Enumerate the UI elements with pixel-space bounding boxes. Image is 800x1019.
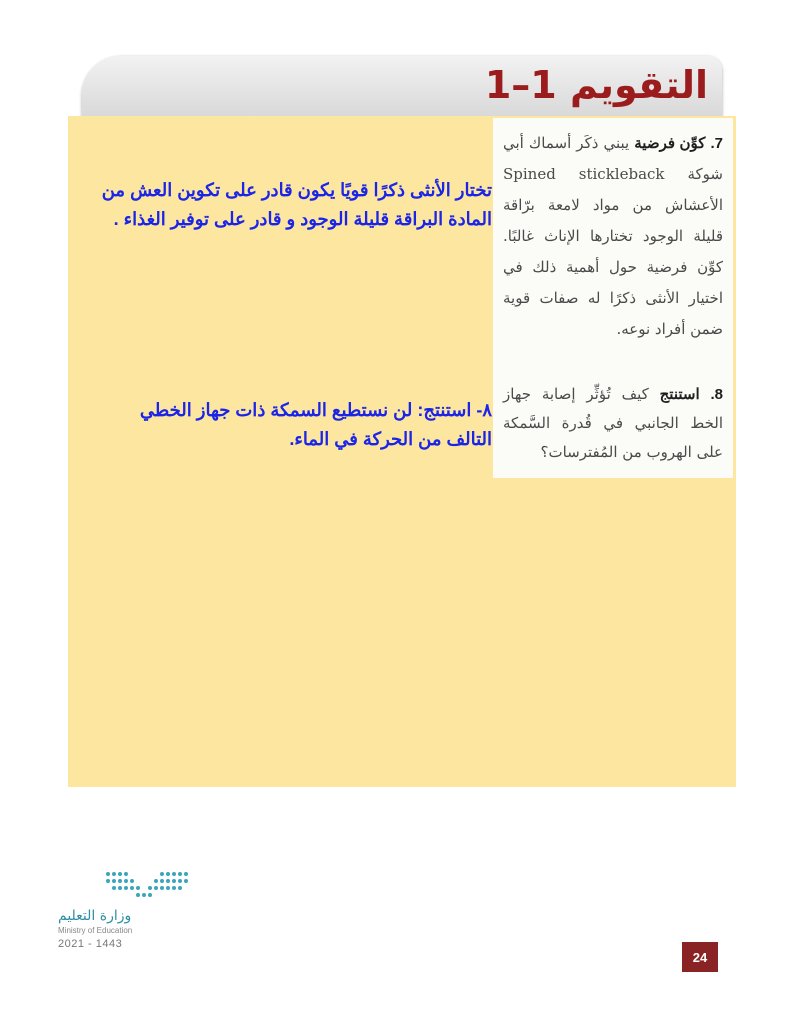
answer-q7: تختار الأنثى ذكرًا قويًا يكون قادر على تكوين العش من المادة البراقة قليلة الوجود و قادر على توفير الغذاء . [101, 180, 492, 229]
question-7-text: يبني ذكَر أسماك أبي شوكة Spined stickleback الأعشاش من مواد لامعة برّاقة قليلة الوجود تختارها الإناث غالبًا. كوِّن فرضية حول أهمية ذلك في اختيار الأنثى ذكرًا له صفات قوية ضمن أفراد نوعه. [503, 134, 723, 338]
section-title: التقويم 1–1 [484, 63, 708, 107]
answer-q8: ٨- استنتج: لن نستطيع السمكة ذات جهاز الخطي التالف من الحركة في الماء. [139, 400, 492, 449]
question-8 [503, 380, 723, 467]
question-8-number: 8. [710, 386, 723, 403]
edition-year: 2021 - 1443 [58, 938, 123, 950]
ministry-logo [58, 868, 198, 958]
ministry-name-en: Ministry of Education [58, 926, 133, 935]
ministry-logo-dots-icon [102, 868, 198, 898]
question-8-keyword: استنتج [659, 386, 700, 403]
question-7-number: 7. [710, 135, 723, 152]
ministry-name-ar: وزارة التعليم [58, 908, 132, 924]
question-8-text: كيف تُؤثِّر إصابة جهاز الخط الجانبي في قُدرة السَّمكة على الهروب من المُفترسات؟ [503, 385, 723, 461]
question-7 [503, 128, 723, 345]
page-number: 24 [682, 942, 718, 972]
question-7-keyword: كوِّن فرضية [634, 135, 706, 152]
textbook-snippet [493, 118, 733, 478]
